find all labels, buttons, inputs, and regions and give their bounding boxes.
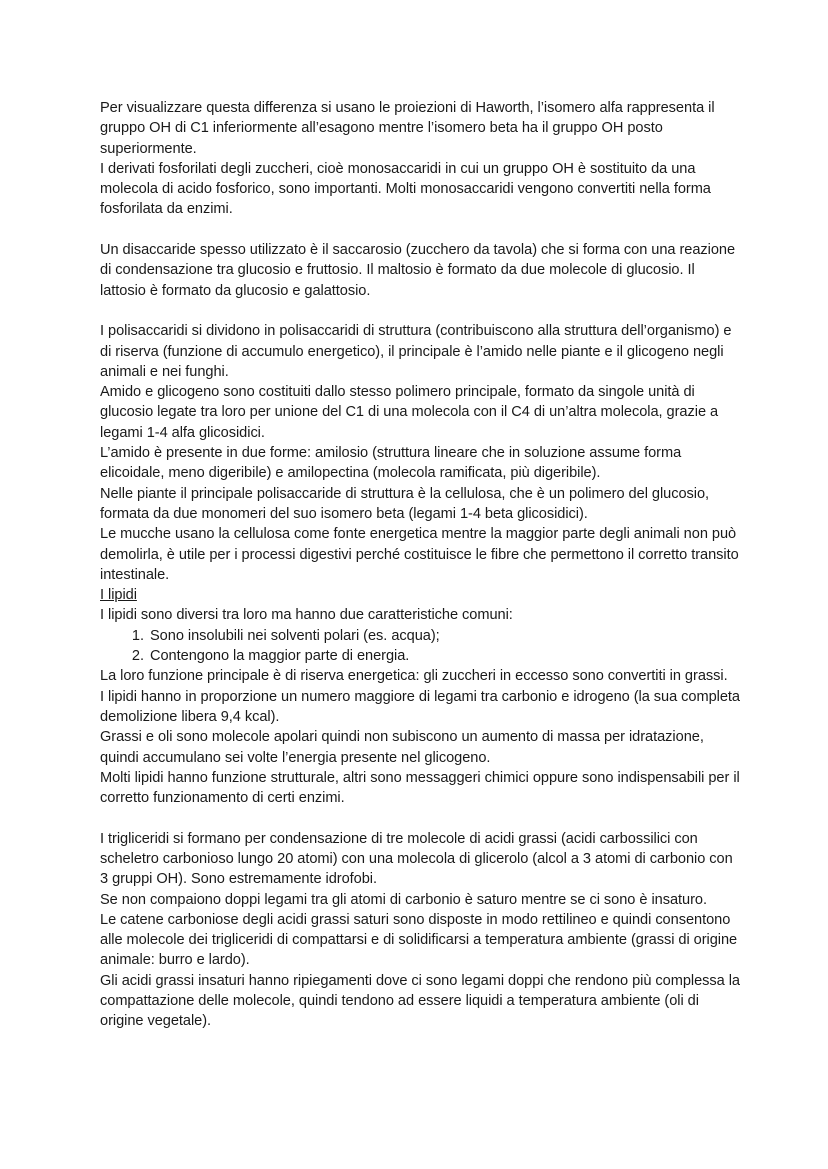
section-heading-lipidi: I lipidi [100,587,137,604]
paragraph-polisaccaridi: I polisaccaridi si dividono in polisaccaridi di struttura (contribuiscono alla struttura dell’organismo) e di riserva (funzione di accumulo energetico), il principale è l’amido nelle piante e il glicogeno negli animali e nei funghi. [100,323,732,380]
paragraph-saturo-insaturo: Se non compaiono doppi legami tra gli atomi di carbonio è saturo mentre se ci sono è insaturo. [100,891,707,908]
paragraph-funzione-strutturale: Molti lipidi hanno funzione strutturale, altri sono messaggeri chimici oppure sono indispensabili per il corretto funzionamento di certi enzimi. [100,769,740,807]
document-body [100,98,740,1032]
paragraph-mucche: Le mucche usano la cellulosa come fonte energetica mentre la maggior parte degli animali non può demolirla, è utile per i processi digestivi perché costituisce le fibre che permettono il corretto transito intestinale. [100,526,739,583]
blank-line [100,808,740,828]
paragraph-disaccaridi: Un disaccaride spesso utilizzato è il saccarosio (zucchero da tavola) che si forma con una reazione di condensazione tra glucosio e fruttosio. Il maltosio è formato da due molecole di glucosio. Il lattosio è formato da glucosio e galattosio. [100,242,736,299]
paragraph-legami-lipidi: I lipidi hanno in proporzione un numero maggiore di legami tra carbonio e idrogeno (la sua completa demolizione libera 9,4 kcal). [100,688,740,725]
paragraph-cellulosa: Nelle piante il principale polisaccaride di struttura è la cellulosa, che è un polimero del glucosio, formata da due monomeri del suo isomero beta (legami 1-4 beta glicosidici). [100,485,710,522]
paragraph-acidi-saturi: Le catene carboniose degli acidi grassi saturi sono disposte in modo rettilineo e quindi consentono alle molecole dei trigliceridi di compattarsi e di solidificarsi a temperatura ambiente (grassi di origine animale: burro e lardo). [100,911,738,969]
paragraph-amido-forme: L’amido è presente in due forme: amilosio (struttura lineare che in soluzione assume forma elicoidale, meno digeribile) e amilopectina (molecola ramificata, più digeribile). [100,445,682,482]
paragraph-trigliceridi: I trigliceridi si formano per condensazione di tre molecole di acidi grassi (acidi carbossilici con scheletro carbonioso lungo 20 atomi) con una molecola di glicerolo (alcol a 3 atomi di carbonio con 3 gruppi OH). Sono estremamente idrofobi. [100,830,733,888]
paragraph-funzione-lipidi: La loro funzione principale è di riserva energetica: gli zuccheri in eccesso sono convertiti in grassi. [100,668,728,685]
paragraph-lipidi-intro: I lipidi sono diversi tra loro ma hanno due caratteristiche comuni: [100,607,513,624]
paragraph-amido-glicogeno: Amido e glicogeno sono costituiti dallo stesso polimero principale, formato da singole unità di glucosio legate tra loro per unione del C1 di una molecola con il C4 di un’altra molecola, grazie a legami 1-4 alfa glicosidici. [100,384,719,441]
paragraph-grassi-oli: Grassi e oli sono molecole apolari quindi non subiscono un aumento di massa per idratazione, quindi accumulano sei volte l’energia presente nel glicogeno. [100,729,704,766]
list-item: 1. Sono insolubili nei solventi polari (es. acqua); [148,626,740,646]
blank-line [100,220,740,240]
paragraph-haworth: Per visualizzare questa differenza si usano le proiezioni di Haworth, l’isomero alfa rappresenta il gruppo OH di C1 inferiormente all’esagono mentre l’isomero beta ha il gruppo OH posto superiormente. [100,100,715,157]
blank-line [100,301,740,321]
paragraph-acidi-insaturi: Gli acidi grassi insaturi hanno ripiegamenti dove ci sono legami doppi che rendono più complessa la compattazione delle molecole, quindi tendono ad essere liquidi a temperatura ambiente (oli di origine vegetale). [100,972,740,1030]
lipidi-characteristics-list [100,626,740,667]
paragraph-derivati-fosforilati: I derivati fosforilati degli zuccheri, cioè monosaccaridi in cui un gruppo OH è sostituito da una molecola di acido fosforico, sono importanti. Molti monosaccaridi vengono convertiti nella forma fosforilata da enzimi. [100,160,711,218]
list-item: 2. Contengono la maggior parte di energia. [148,646,740,666]
